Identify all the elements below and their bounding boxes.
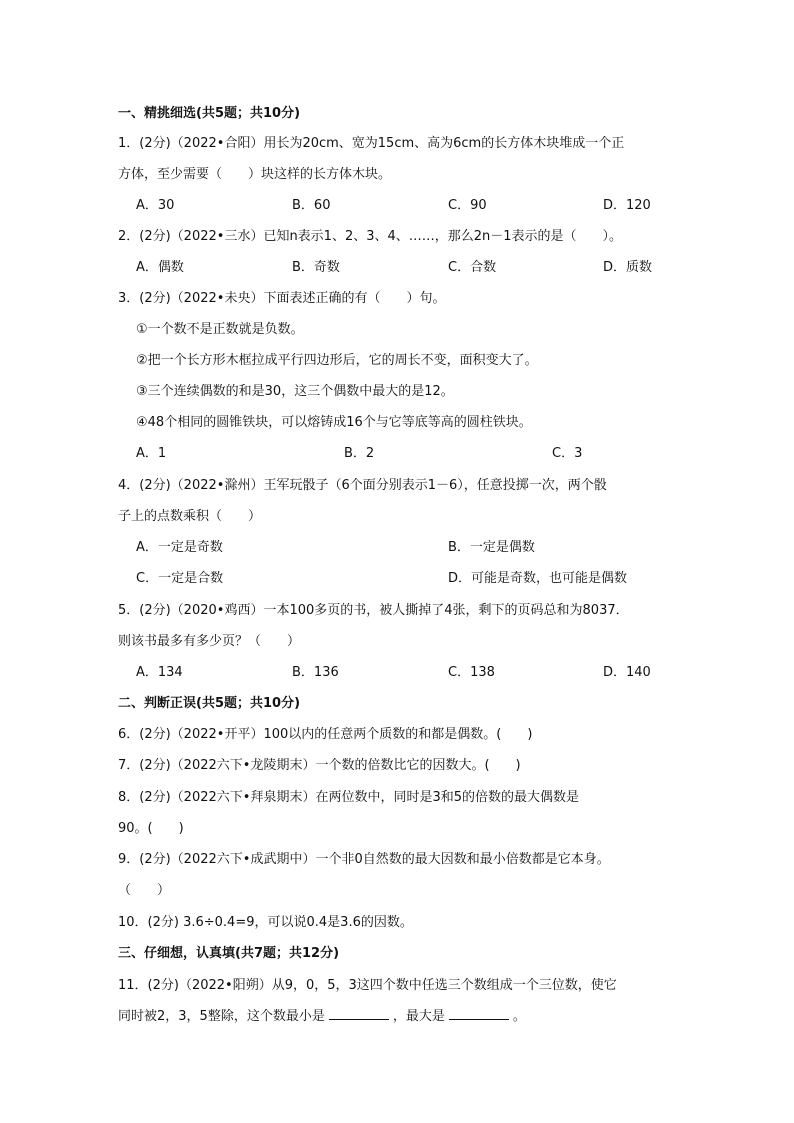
q2-option-c: C．合数 bbox=[448, 260, 497, 275]
question-9-line-2: （ ） bbox=[118, 883, 171, 898]
answer-blank-max[interactable] bbox=[449, 1007, 509, 1020]
q3-option-b: B．2 bbox=[344, 446, 375, 461]
q1-option-a: A．30 bbox=[136, 198, 175, 213]
question-3-line-1: 3．(2分)（2022•未央）下面表述正确的有（ ）句。 bbox=[118, 291, 446, 306]
question-2-line-1: 2．(2分)（2022•三水）已知n表示1、2、3、4、……，那么2n－1表示的是（ ）。 bbox=[118, 229, 623, 244]
q5-option-c: C．138 bbox=[448, 665, 495, 680]
q2-option-b: B．奇数 bbox=[292, 260, 340, 275]
q4-option-d: D．可能是奇数，也可能是偶数 bbox=[448, 571, 628, 586]
q1-option-d: D．120 bbox=[603, 198, 651, 213]
q2-option-a: A．偶数 bbox=[136, 260, 184, 275]
q11-text-a: 同时被2，3，5整除，这个数最小是 bbox=[118, 1009, 325, 1024]
question-8-line-2: 90。( ) bbox=[118, 821, 184, 836]
question-5-line-2: 则该书最多有多少页？（ ） bbox=[118, 634, 301, 649]
q3-option-c: C．3 bbox=[552, 446, 583, 461]
question-9-line-1: 9．(2分)（2022六下•成武期中）一个非0自然数的最大因数和最小倍数都是它本身。 bbox=[118, 852, 610, 867]
q3-statement-4: ④48个相同的圆锥铁块，可以熔铸成16个与它等底等高的圆柱铁块。 bbox=[136, 415, 532, 430]
section-heading-1: 一、精挑细选(共5题；共10分) bbox=[118, 106, 301, 121]
section-heading-3: 三、仔细想，认真填(共7题；共12分) bbox=[118, 946, 340, 961]
question-10: 10．(2分) 3.6÷0.4=9，可以说0.4是3.6的因数。 bbox=[118, 915, 413, 930]
q5-option-d: D．140 bbox=[603, 665, 651, 680]
q5-option-a: A．134 bbox=[136, 665, 183, 680]
q5-option-b: B．136 bbox=[292, 665, 339, 680]
question-1-line-1: 1．(2分)（2022•合阳）用长为20cm、宽为15cm、高为6cm的长方体木块堆成一个正 bbox=[118, 136, 625, 151]
q3-statement-1: ①一个数不是正数就是负数。 bbox=[136, 322, 304, 337]
question-11-line-1: 11．(2分)（2022•阳朔）从9，0，5，3这四个数中任选三个数组成一个三位数，使它 bbox=[118, 978, 617, 993]
question-8-line-1: 8．(2分)（2022六下•拜泉期末）在两位数中，同时是3和5的倍数的最大偶数是 bbox=[118, 790, 579, 805]
q4-option-c: C．一定是合数 bbox=[136, 571, 224, 586]
section-heading-2: 二、判断正误(共5题；共10分) bbox=[118, 696, 301, 711]
answer-blank-min[interactable] bbox=[329, 1007, 389, 1020]
q1-option-c: C．90 bbox=[448, 198, 487, 213]
q11-text-c: 。 bbox=[512, 1009, 526, 1024]
question-1-line-2: 方体，至少需要（ ）块这样的长方体木块。 bbox=[118, 167, 392, 182]
q3-option-a: A．1 bbox=[136, 446, 167, 461]
question-6: 6．(2分)（2022•开平）100以内的任意两个质数的和都是偶数。( ) bbox=[118, 727, 533, 742]
q11-text-b: ，最大是 bbox=[392, 1009, 445, 1024]
q4-option-b: B．一定是偶数 bbox=[448, 540, 535, 555]
question-7: 7．(2分)（2022六下•龙陵期末）一个数的倍数比它的因数大。( ) bbox=[118, 758, 521, 773]
question-4-line-1: 4．(2分)（2022•滁州）王军玩骰子（6个面分别表示1－6），任意投掷一次，两个骰 bbox=[118, 478, 607, 493]
question-4-line-2: 子上的点数乘积（ ） bbox=[118, 509, 262, 524]
question-5-line-1: 5．(2分)（2020•鸡西）一本100多页的书，被人撕掉了4张，剩下的页码总和为8037． bbox=[118, 603, 629, 618]
q4-option-a: A．一定是奇数 bbox=[136, 540, 223, 555]
q3-statement-2: ②把一个长方形木框拉成平行四边形后，它的周长不变，面积变大了。 bbox=[136, 353, 538, 368]
q1-option-b: B．60 bbox=[292, 198, 331, 213]
q3-statement-3: ③三个连续偶数的和是30，这三个偶数中最大的是12。 bbox=[136, 384, 454, 399]
question-11-line-2 bbox=[118, 1007, 526, 1027]
q2-option-d: D．质数 bbox=[603, 260, 653, 275]
